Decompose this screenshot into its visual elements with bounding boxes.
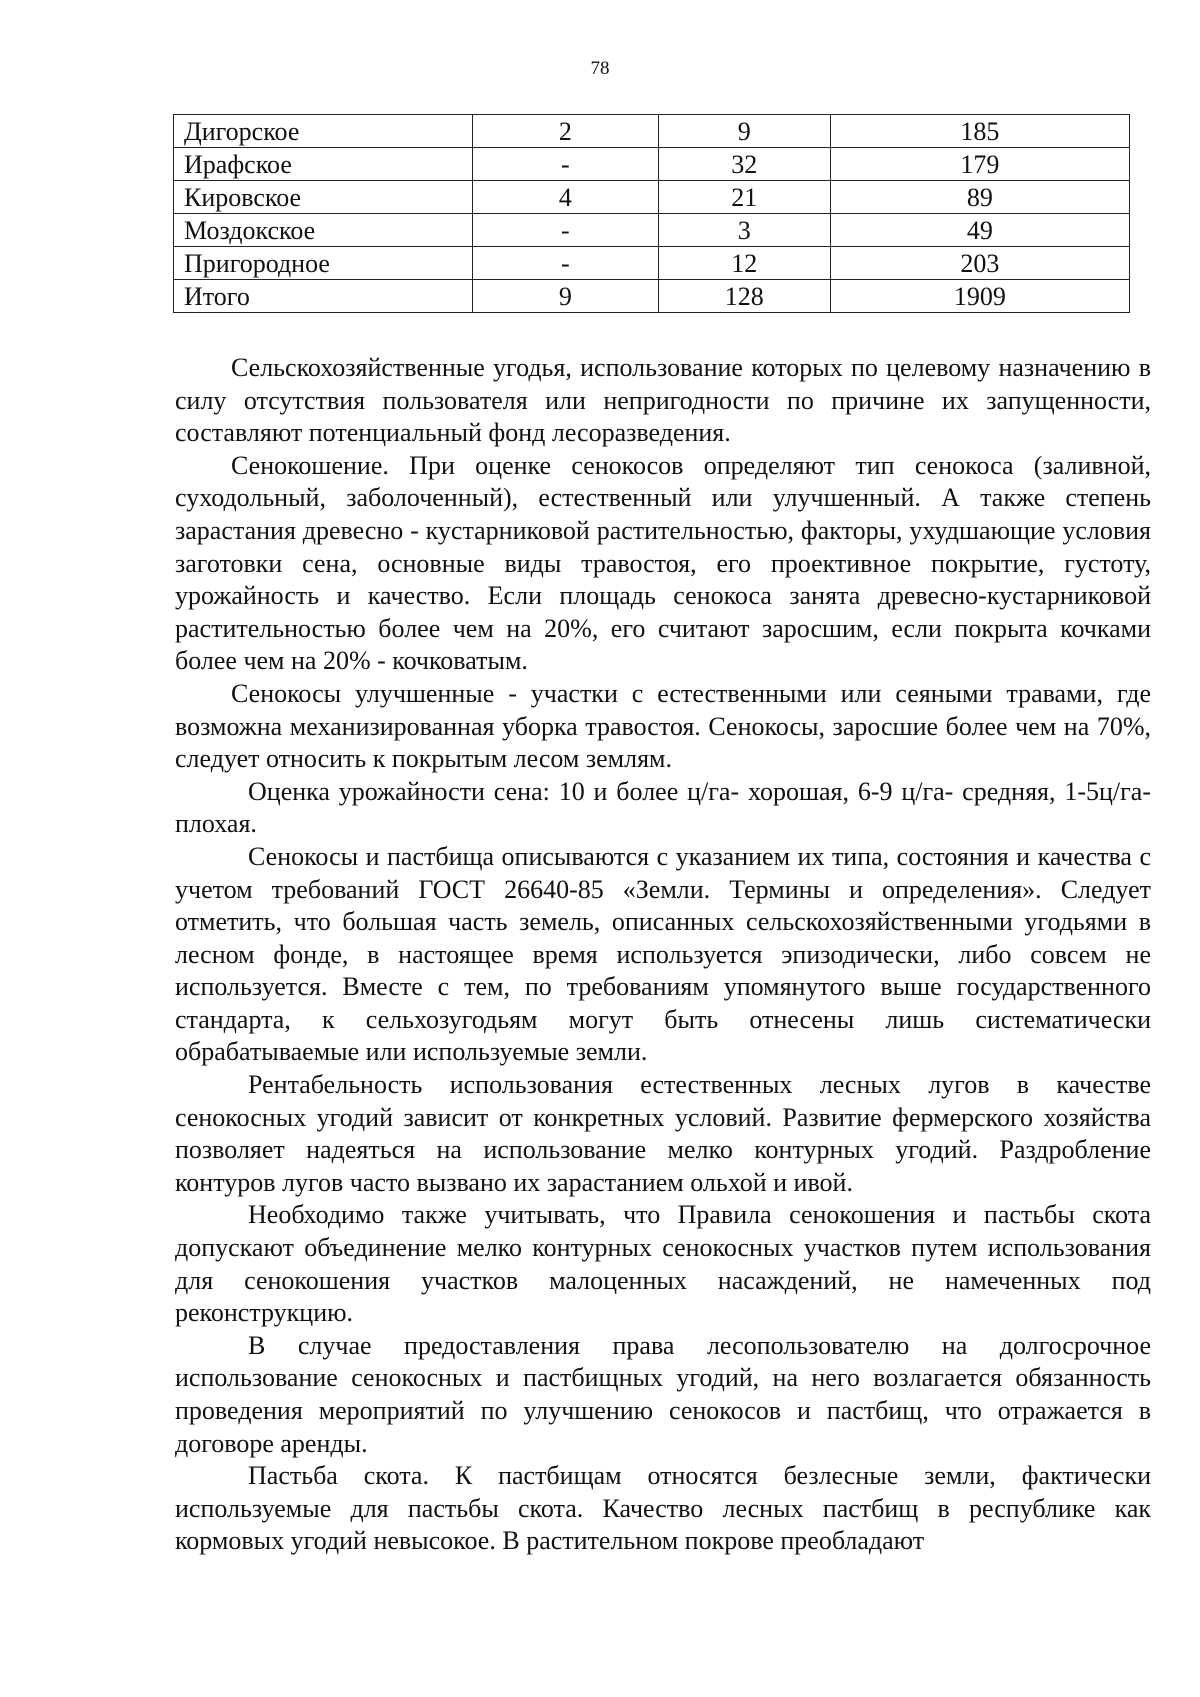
table-cell-total-label: Итого [174, 280, 473, 313]
table-row [174, 115, 1130, 148]
paragraph: Оценка урожайности сена: 10 и более ц/га- хорошая, 6-9 ц/га- средняя, 1-5ц/га- плохая. [175, 776, 1151, 839]
table-cell: 21 [658, 181, 830, 214]
paragraph: Сенокосы улучшенные - участки с естественными или сеяными травами, где возможна механизированная уборка травостоя. Сенокосы, заросшие более чем на 70%, следует относить к покрытым лесом землям. [175, 678, 1151, 774]
table-row [174, 214, 1130, 247]
page-number: 78 [590, 58, 610, 79]
table-cell-district: Ирафское [174, 148, 473, 181]
table-cell-district: Дигорское [174, 115, 473, 148]
table-cell-district: Пригородное [174, 247, 473, 280]
table-cell: 203 [830, 247, 1129, 280]
table-cell: 9 [472, 280, 658, 313]
table-cell: - [472, 247, 658, 280]
table-row [174, 181, 1130, 214]
table-cell: 2 [472, 115, 658, 148]
table-cell: 128 [658, 280, 830, 313]
table-cell: - [472, 148, 658, 181]
table-cell: 49 [830, 214, 1129, 247]
table-cell-district: Кировское [174, 181, 473, 214]
paragraph: В случае предоставления права лесопользователю на долгосрочное использование сенокосных и пастбищных угодий, на него возлагается обязанность проведения мероприятий по улучшению сенокосов и пастбищ, что отражается в договоре аренды. [175, 1330, 1151, 1458]
table-cell: 89 [830, 181, 1129, 214]
table-row [174, 148, 1130, 181]
paragraph: Сенокошение. При оценке сенокосов определяют тип сенокоса (заливной, суходольный, заболоченный), естественный или улучшенный. А также степень зарастания древесно - кустарниковой растительностью, факторы, ухудшающие условия заготовки сена, основные виды травостоя, его проективное покрытие, густоту, урожайность и качество. Если площадь сенокоса занята древесно-кустарниковой растительностью более чем на 20%, его считают заросшим, если покрыта кочками более чем на 20% - кочковатым. [175, 450, 1151, 676]
table-cell: 9 [658, 115, 830, 148]
table-row-total [174, 280, 1130, 313]
paragraph: Необходимо также учитывать, что Правила сенокошения и пастьбы скота допускают объединение мелко контурных сенокосных участков путем использования для сенокошения участков малоценных насаждений, не намеченных под реконструкцию. [175, 1200, 1151, 1328]
table-cell: 179 [830, 148, 1129, 181]
table-cell: 4 [472, 181, 658, 214]
table-cell: 3 [658, 214, 830, 247]
body-text [175, 352, 1151, 1558]
paragraph: Сенокосы и пастбища описываются с указанием их типа, состояния и качества с учетом требований ГОСТ 26640-85 «Земли. Термины и определения». Следует отметить, что большая часть земель, описанных сельскохозяйственными угодьями в лесном фонде, в настоящее время используется эпизодически, либо совсем не используется. Вместе с тем, по требованиям упомянутого выше государственного стандарта, к сельхозугодьям могут быть отнесены лишь систематически обрабатываемые или используемые земли. [175, 841, 1151, 1067]
paragraph: Рентабельность использования естественных лесных лугов в качестве сенокосных угодий зависит от конкретных условий. Развитие фермерского хозяйства позволяет надеяться на использование мелко контурных угодий. Раздробление контуров лугов часто вызвано их зарастанием ольхой и ивой. [175, 1070, 1151, 1197]
table-cell: - [472, 214, 658, 247]
paragraph: Сельскохозяйственные угодья, использование которых по целевому назначению в силу отсутствия пользователя или непригодности по причине их запущенности, составляют потенциальный фонд лесоразведения. [175, 353, 1151, 448]
district-table [173, 114, 1130, 313]
table-row [174, 247, 1130, 280]
table-cell: 32 [658, 148, 830, 181]
paragraph: Пастьба скота. К пастбищам относятся безлесные земли, фактически используемые для пастьбы скота. Качество лесных пастбищ в республике как кормовых угодий невысокое. В растительном покрове преобладают [175, 1461, 1151, 1556]
table-cell-district: Моздокское [174, 214, 473, 247]
table-cell: 12 [658, 247, 830, 280]
table-cell: 1909 [830, 280, 1129, 313]
table-cell: 185 [830, 115, 1129, 148]
